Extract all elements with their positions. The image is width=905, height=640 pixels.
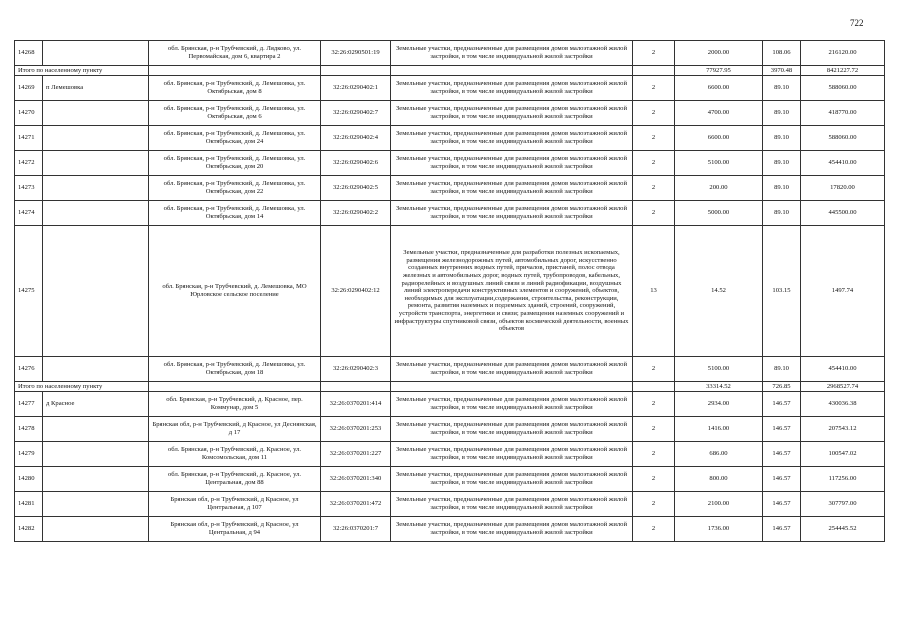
cost-cell: 454410.00 [801,151,885,176]
cost-cell: 588060.00 [801,76,885,101]
cost-cell: 17820.00 [801,176,885,201]
row-number: 14275 [15,226,43,357]
cadastral-number: 32:26:0290402:2 [321,201,391,226]
use-code: 2 [633,417,675,442]
use-code: 2 [633,517,675,542]
address-cell: обл. Брянская, р-н Трубчевский, д. Красное, пер. Коммунар, дом 5 [149,392,321,417]
land-use-cell: Земельные участки, предназначенные для размещения домов малоэтажной жилой застройки, в том числе индивидуальной жилой застройки [391,357,633,382]
land-use-cell: Земельные участки, предназначенные для размещения домов малоэтажной жилой застройки, в том числе индивидуальной жилой застройки [391,417,633,442]
cadastral-number: 32:26:0370201:472 [321,492,391,517]
cadastral-number: 32:26:0290402:4 [321,126,391,151]
area-cell: 1416.00 [675,417,763,442]
use-code: 2 [633,392,675,417]
land-use-cell: Земельные участки, предназначенные для размещения домов малоэтажной жилой застройки, в том числе индивидуальной жилой застройки [391,101,633,126]
area-cell: 2100.00 [675,492,763,517]
address-cell: обл. Брянская, р-н Трубчевский, д. Лемешовка, ул. Октябрьская, дом 8 [149,76,321,101]
land-use-cell: Земельные участки, предназначенные для размещения домов малоэтажной жилой застройки, в том числе индивидуальной жилой застройки [391,467,633,492]
row-number: 14280 [15,467,43,492]
locality-cell [43,176,149,201]
table-row [15,492,885,517]
address-cell: обл. Брянская, р-н Трубчевский, д. Лемешовка, ул. Октябрьская, дом 22 [149,176,321,201]
land-use-cell: Земельные участки, предназначенные для разработки полезных ископаемых, размещения железнодорожных путей, автомобильных дорог, искусственно созданных внутренних водных путей, причалов, пристаней, полос отвода железных и автомобильных дорог, водных путей, трубопроводов, кабельных, радиорелейных и воздушных линий связи и линий радиофикации, воздушных линий электропередачи конструктивных элементов и сооружений, объектов, необходимых для эксплуатации,содержания, строительства, реконструкции, ремонта, развития наземных и подземных зданий, строений, сооружений, устройств транспорта, энергетики и связи; размещения наземных сооружений и инфраструктуры спутниковой связи, объектов космической деятельности, военных объектов [391,226,633,357]
locality-cell [43,417,149,442]
rate-cell: 89.10 [763,176,801,201]
use-code: 2 [633,357,675,382]
locality-cell [43,442,149,467]
use-code: 2 [633,41,675,66]
table-row [15,176,885,201]
subtotal-row [15,66,885,76]
address-cell: обл. Брянская, р-н Трубчевский, д. Красное, ул. Комсомольская, дом 11 [149,442,321,467]
use-code: 2 [633,176,675,201]
cadastral-number: 32:26:0290501:19 [321,41,391,66]
cadastral-number: 32:26:0370201:340 [321,467,391,492]
use-code: 2 [633,467,675,492]
use-code: 2 [633,201,675,226]
table-row [15,357,885,382]
area-cell: 14.52 [675,226,763,357]
address-cell: обл. Брянская, р-н Трубчевский, д. Лемешовка, МО Юрловское сельское поселение [149,226,321,357]
subtotal-label: Итого по населенному пункту [15,66,149,76]
cadastral-number: 32:26:0290402:3 [321,357,391,382]
row-number: 14273 [15,176,43,201]
table-row [15,517,885,542]
locality-cell: д Красное [43,392,149,417]
rate-cell: 89.10 [763,357,801,382]
cadastral-number: 32:26:0290402:5 [321,176,391,201]
cost-cell: 254445.52 [801,517,885,542]
area-cell: 4700.00 [675,101,763,126]
row-number: 14274 [15,201,43,226]
area-cell: 5000.00 [675,201,763,226]
table-row [15,151,885,176]
locality-cell [43,492,149,517]
row-number: 14276 [15,357,43,382]
land-use-cell: Земельные участки, предназначенные для размещения домов малоэтажной жилой застройки, в том числе индивидуальной жилой застройки [391,201,633,226]
subtotal-cost: 2968527.74 [801,382,885,392]
row-number: 14279 [15,442,43,467]
address-cell: Брянская обл, р-н Трубчевский, д Красное, ул Центральная, д 107 [149,492,321,517]
area-cell: 5100.00 [675,357,763,382]
row-number: 14277 [15,392,43,417]
subtotal-cost: 8421227.72 [801,66,885,76]
area-cell: 800.00 [675,467,763,492]
use-code: 2 [633,76,675,101]
land-use-cell: Земельные участки, предназначенные для размещения домов малоэтажной жилой застройки, в том числе индивидуальной жилой застройки [391,442,633,467]
rate-cell: 146.57 [763,392,801,417]
area-cell: 6600.00 [675,76,763,101]
row-number: 14270 [15,101,43,126]
row-number: 14272 [15,151,43,176]
land-use-cell [391,66,633,76]
land-use-cell: Земельные участки, предназначенные для размещения домов малоэтажной жилой застройки, в том числе индивидуальной жилой застройки [391,517,633,542]
land-use-cell: Земельные участки, предназначенные для размещения домов малоэтажной жилой застройки, в том числе индивидуальной жилой застройки [391,76,633,101]
cost-cell: 1497.74 [801,226,885,357]
rate-cell: 103.15 [763,226,801,357]
rate-cell: 108.06 [763,41,801,66]
address-cell: обл. Брянская, р-н Трубчевский, д. Лемешовка, ул. Октябрьская, дом 14 [149,201,321,226]
subtotal-area: 77927.95 [675,66,763,76]
use-code: 2 [633,151,675,176]
cadastral-number: 32:26:0370201:227 [321,442,391,467]
row-number: 14281 [15,492,43,517]
locality-cell [43,357,149,382]
rate-cell: 89.10 [763,126,801,151]
rate-cell: 89.10 [763,101,801,126]
address-cell: обл. Брянская, р-н Трубчевский, д. Лемешовка, ул. Октябрьская, дом 24 [149,126,321,151]
rate-cell: 89.10 [763,76,801,101]
use-code: 2 [633,126,675,151]
locality-cell [43,517,149,542]
land-use-cell [391,382,633,392]
address-cell: обл. Брянская, р-н Трубчевский, д. Лядково, ул. Первомайская, дом 6, квартира 2 [149,41,321,66]
land-use-cell: Земельные участки, предназначенные для размещения домов малоэтажной жилой застройки, в том числе индивидуальной жилой застройки [391,151,633,176]
locality-cell: п Лемешовка [43,76,149,101]
land-use-cell: Земельные участки, предназначенные для размещения домов малоэтажной жилой застройки, в том числе индивидуальной жилой застройки [391,176,633,201]
locality-cell [43,151,149,176]
row-number: 14268 [15,41,43,66]
cost-cell: 207543.12 [801,417,885,442]
table-row [15,392,885,417]
address-cell: обл. Брянская, р-н Трубчевский, д. Красное, ул. Центральная, дом 88 [149,467,321,492]
subtotal-area: 33314.52 [675,382,763,392]
table-row [15,76,885,101]
page-number: 722 [850,18,864,28]
rate-cell: 146.57 [763,492,801,517]
cost-cell: 117256.00 [801,467,885,492]
cost-cell: 588060.00 [801,126,885,151]
cost-cell: 445500.00 [801,201,885,226]
use-code: 13 [633,226,675,357]
locality-cell [43,226,149,357]
table-body [15,41,885,542]
table-row [15,101,885,126]
rate-cell: 89.10 [763,201,801,226]
cadastral-number: 32:26:0370201:253 [321,417,391,442]
code-cell [633,66,675,76]
cost-cell: 430036.38 [801,392,885,417]
table-row [15,126,885,151]
row-number: 14271 [15,126,43,151]
land-use-cell: Земельные участки, предназначенные для размещения домов малоэтажной жилой застройки, в том числе индивидуальной жилой застройки [391,126,633,151]
cadastral-number: 32:26:0290402:12 [321,226,391,357]
locality-cell [43,201,149,226]
code-cell [633,382,675,392]
table-row [15,417,885,442]
land-use-cell: Земельные участки, предназначенные для размещения домов малоэтажной жилой застройки, в том числе индивидуальной жилой застройки [391,41,633,66]
rate-cell: 89.10 [763,151,801,176]
address-cell [149,382,321,392]
table-row [15,201,885,226]
cost-cell: 454410.00 [801,357,885,382]
land-registry-table [14,40,885,542]
address-cell: Брянская обл, р-н Трубчевский, д Красное, ул Деснянская, д 17 [149,417,321,442]
cadastral-number: 32:26:0290402:1 [321,76,391,101]
cadastral-number: 32:26:0370201:7 [321,517,391,542]
address-cell: обл. Брянская, р-н Трубчевский, д. Лемешовка, ул. Октябрьская, дом 20 [149,151,321,176]
use-code: 2 [633,442,675,467]
area-cell: 1736.00 [675,517,763,542]
cost-cell: 307797.00 [801,492,885,517]
rate-cell: 146.57 [763,467,801,492]
cadastral-number: 32:26:0290402:7 [321,101,391,126]
subtotal-label: Итого по населенному пункту [15,382,149,392]
area-cell: 5100.00 [675,151,763,176]
land-use-cell: Земельные участки, предназначенные для размещения домов малоэтажной жилой застройки, в том числе индивидуальной жилой застройки [391,492,633,517]
use-code: 2 [633,101,675,126]
area-cell: 2934.00 [675,392,763,417]
row-number: 14269 [15,76,43,101]
cost-cell: 216120.00 [801,41,885,66]
subtotal-rate: 726.85 [763,382,801,392]
area-cell: 686.00 [675,442,763,467]
address-cell: обл. Брянская, р-н Трубчевский, д. Лемешовка, ул. Октябрьская, дом 6 [149,101,321,126]
cost-cell: 100547.02 [801,442,885,467]
table-row [15,226,885,357]
locality-cell [43,126,149,151]
row-number: 14278 [15,417,43,442]
rate-cell: 146.57 [763,417,801,442]
subtotal-row [15,382,885,392]
cadastral-number: 32:26:0290402:6 [321,151,391,176]
land-use-cell: Земельные участки, предназначенные для размещения домов малоэтажной жилой застройки, в том числе индивидуальной жилой застройки [391,392,633,417]
area-cell: 2000.00 [675,41,763,66]
rate-cell: 146.57 [763,442,801,467]
table-row [15,41,885,66]
locality-cell [43,41,149,66]
rate-cell: 146.57 [763,517,801,542]
subtotal-rate: 3970.48 [763,66,801,76]
cadastral-number: 32:26:0370201:414 [321,392,391,417]
cadastral-cell [321,66,391,76]
cost-cell: 418770.00 [801,101,885,126]
locality-cell [43,101,149,126]
area-cell: 6600.00 [675,126,763,151]
use-code: 2 [633,492,675,517]
table-row [15,467,885,492]
address-cell: Брянская обл, р-н Трубчевский, д Красное, ул Центральная, д 94 [149,517,321,542]
cadastral-cell [321,382,391,392]
locality-cell [43,467,149,492]
area-cell: 200.00 [675,176,763,201]
address-cell [149,66,321,76]
address-cell: обл. Брянская, р-н Трубчевский, д. Лемешовка, ул. Октябрьская, дом 18 [149,357,321,382]
table-row [15,442,885,467]
row-number: 14282 [15,517,43,542]
